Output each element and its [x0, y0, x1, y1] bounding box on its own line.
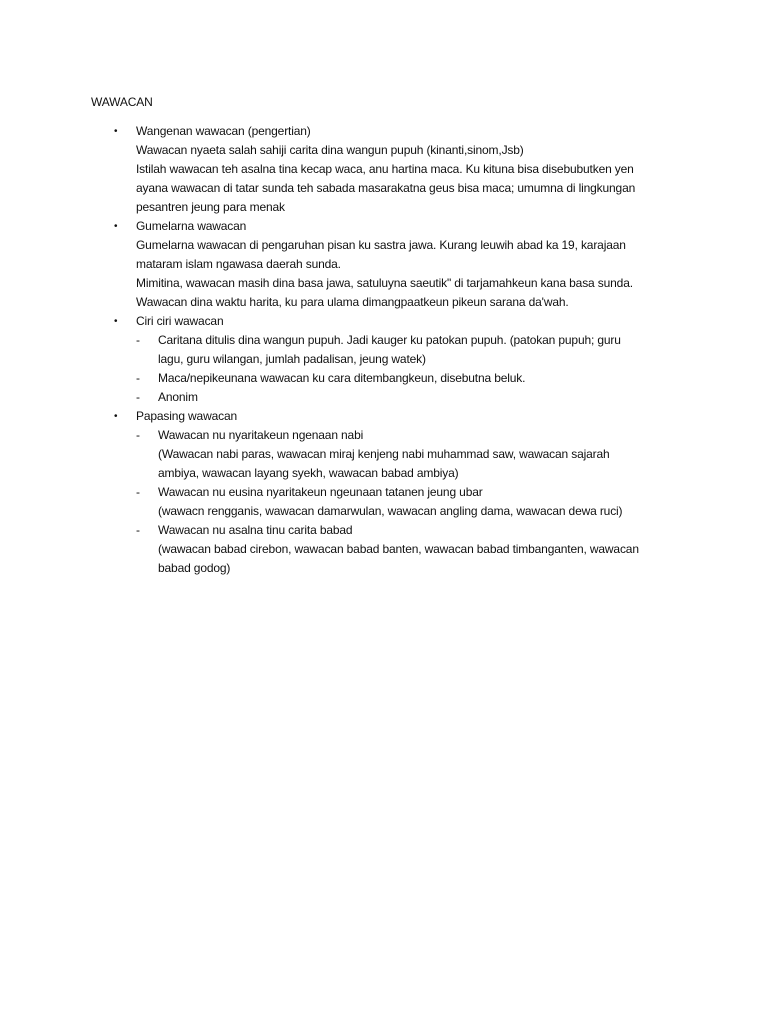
text-line: Caritana ditulis dina wangun pupuh. Jadi kauger ku patokan pupuh. (patokan pupuh; guru — [158, 333, 621, 347]
bullet-icon: • — [114, 316, 118, 327]
text-line: Wawacan dina waktu harita, ku para ulama dimangpaatkeun pikeun sarana da'wah. — [136, 295, 569, 309]
bullet-icon: • — [114, 411, 118, 422]
dash-icon: - — [136, 523, 140, 537]
list-item-body — [136, 312, 681, 331]
list-item — [0, 122, 768, 217]
list-item — [0, 312, 768, 331]
text-line: (wawacn rengganis, wawacan damarwulan, wawacan angling dama, wawacan dewa ruci) — [158, 504, 623, 518]
text-line: Anonim — [158, 390, 198, 404]
sub-list-item — [0, 521, 768, 578]
bullet-icon: • — [114, 221, 118, 232]
text-line: lagu, guru wilangan, jumlah padalisan, jeung watek) — [158, 352, 426, 366]
sub-list-item — [0, 483, 768, 521]
section-heading: Papasing wawacan — [136, 409, 238, 423]
list-item — [0, 407, 768, 426]
sub-list-item-body — [158, 331, 681, 369]
document-content — [0, 122, 768, 578]
sub-list-item-body — [158, 426, 681, 483]
list-item-body — [136, 407, 681, 426]
dash-icon: - — [136, 371, 140, 385]
dash-icon: - — [136, 333, 140, 347]
text-line: Wawacan nu asalna tinu carita babad — [158, 523, 353, 537]
text-line: ambiya, wawacan layang syekh, wawacan babad ambiya) — [158, 466, 459, 480]
section-heading: Gumelarna wawacan — [136, 219, 247, 233]
dash-icon: - — [136, 390, 140, 404]
sub-list-item — [0, 369, 768, 388]
sub-list-item-body — [158, 483, 681, 521]
sub-list-item — [0, 331, 768, 369]
text-line: Wawacan nyaeta salah sahiji carita dina wangun pupuh (kinanti,sinom,Jsb) — [136, 143, 524, 157]
text-line: mataram islam ngawasa daerah sunda. — [136, 257, 341, 271]
text-line: Gumelarna wawacan di pengaruhan pisan ku sastra jawa. Kurang leuwih abad ka 19, karajaan — [136, 238, 626, 252]
text-line: ayana wawacan di tatar sunda teh sabada masarakatna geus bisa maca; umumna di lingkungan — [136, 181, 636, 195]
sub-list-item — [0, 426, 768, 483]
list-item-body — [136, 122, 681, 217]
sub-list-item — [0, 388, 768, 407]
text-line: Istilah wawacan teh asalna tina kecap waca, anu hartina maca. Ku kituna bisa disebubutken yen — [136, 162, 634, 176]
list-item — [0, 217, 768, 312]
text-line: (wawacan babad cirebon, wawacan babad banten, wawacan babad timbanganten, wawacan — [158, 542, 639, 556]
bullet-icon: • — [114, 126, 118, 137]
sub-list-item-body — [158, 388, 681, 407]
text-line: (Wawacan nabi paras, wawacan miraj kenjeng nabi muhammad saw, wawacan sajarah — [158, 447, 610, 461]
text-line: babad godog) — [158, 561, 231, 575]
section-heading: Wangenan wawacan (pengertian) — [136, 124, 311, 138]
text-line: Wawacan nu eusina nyaritakeun ngeunaan tatanen jeung ubar — [158, 485, 483, 499]
text-line: Mimitina, wawacan masih dina basa jawa, satuluyna saeutik" di tarjamahkeun kana basa sunda. — [136, 276, 633, 290]
section-heading: Ciri ciri wawacan — [136, 314, 224, 328]
document-title: WAWACAN — [91, 95, 153, 109]
sub-list-item-body — [158, 369, 681, 388]
text-line: pesantren jeung para menak — [136, 200, 285, 214]
text-line: Maca/nepikeunana wawacan ku cara ditembangkeun, disebutna beluk. — [158, 371, 526, 385]
dash-icon: - — [136, 485, 140, 499]
list-item-body — [136, 217, 681, 312]
dash-icon: - — [136, 428, 140, 442]
text-line: Wawacan nu nyaritakeun ngenaan nabi — [158, 428, 364, 442]
sub-list-item-body — [158, 521, 681, 578]
